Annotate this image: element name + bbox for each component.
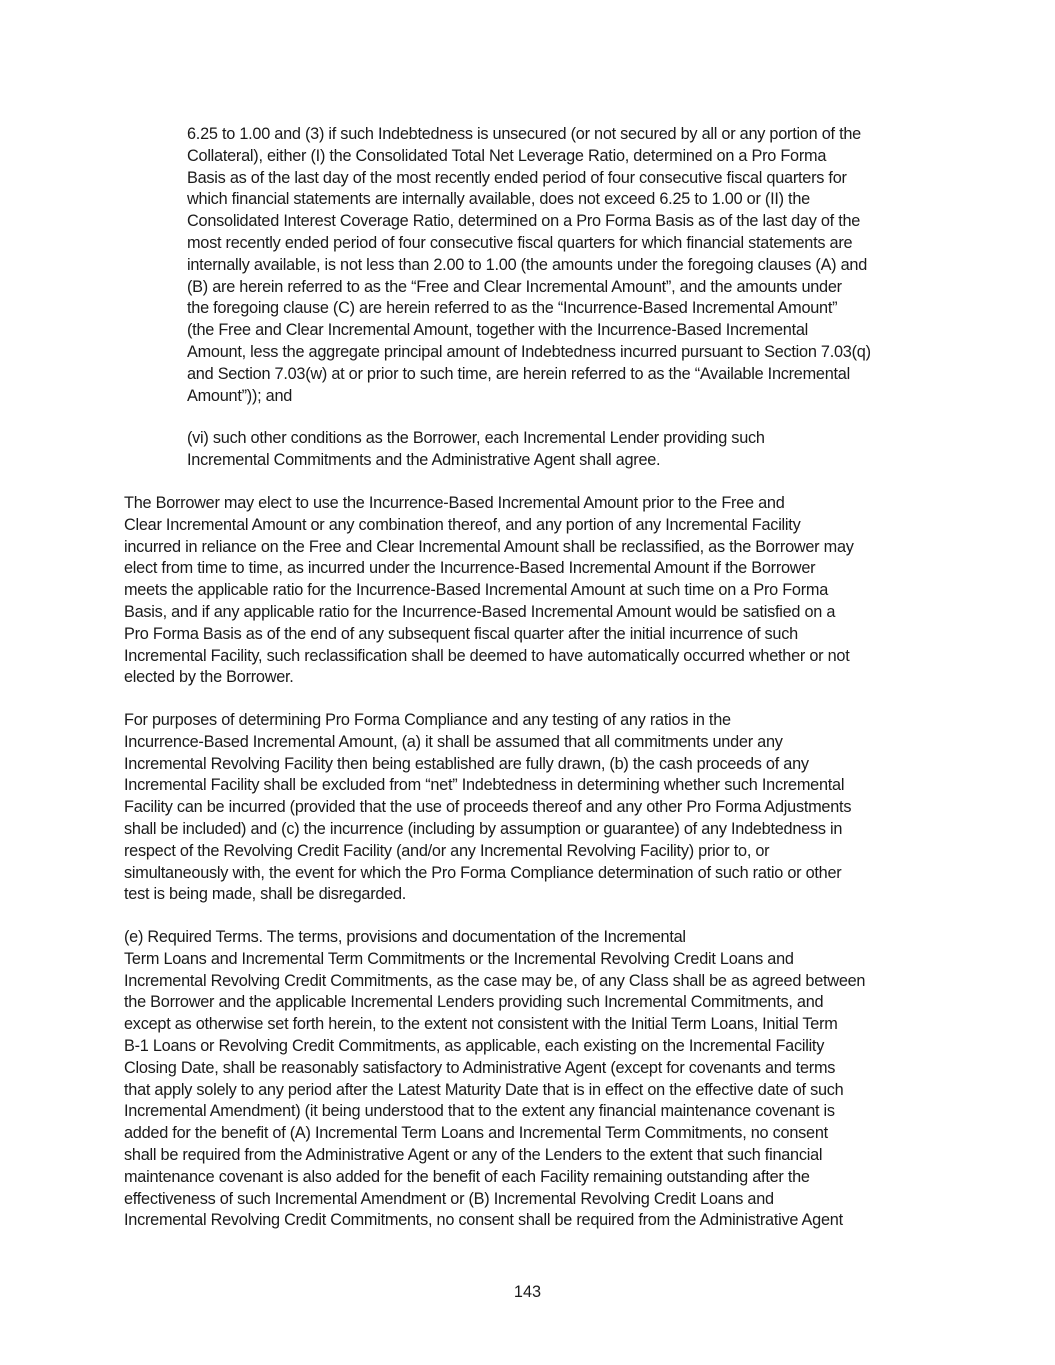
paragraph-incremental-amount-conditions: 6.25 to 1.00 and (3) if such Indebtedness is unsecured (or not secured by all or any portion of the Collateral), either (I) the Consolidated Total Net Leverage Ratio, determined on a Pro Forma Basis as of the last day of the most recently ended period of four consecutive fiscal quarters for which financial statements are internally available, does not exceed 6.25 to 1.00 or (II) the Consolidated Interest Coverage Ratio, determined on a Pro Forma Basis as of the last day of the most recently ended period of four consecutive fiscal quarters for which financial statements are internally available, is not less than 2.00 to 1.00 (the amounts under the foregoing clauses (A) and (B) are herein referred to as the “Free and Clear Incremental Amount”, and the amounts under the foregoing clause (C) are herein referred to as the “Incurrence-Based Incremental Amount” (the Free and Clear Incremental Amount, together with the Incurrence-Based Incremental Amount, less the aggregate principal amount of Indebtedness incurred pursuant to Section 7.03(q) and Section 7.03(w) at or prior to such time, are herein referred to as the “Available Incremental Amount”)); and — [187, 125, 871, 405]
paragraph-reclassification: The Borrower may elect to use the Incurrence-Based Incremental Amount prior to the Free and Clear Incremental Amount or any combination thereof, and any portion of any Incremental Facility incurred in reliance on the Free and Clear Incremental Amount shall be reclassified, as the Borrower may elect from time to time, as incurred under the Incurrence-Based Incremental Amount if the Borrower meets the applicable ratio for the Incurrence-Based Incremental Amount at such time on a Pro Forma Basis, and if any applicable ratio for the Incurrence-Based Incremental Amount would be satisfied on a Pro Forma Basis as of the end of any subsequent fiscal quarter after the initial incurrence of such Incremental Facility, such reclassification shall be deemed to have automatically occurred whether or not elected by the Borrower. — [124, 494, 854, 687]
paragraph-pro-forma-compliance: For purposes of determining Pro Forma Compliance and any testing of any ratios in the Incurrence-Based Incremental Amount, (a) it shall be assumed that all commitments under any Incremental Revolving Facility then being established are fully drawn, (b) the cash proceeds of any Incremental Facility shall be excluded from “net” Indebtedness in determining whether such Incremental Facility can be incurred (provided that the use of proceeds thereof and any other Pro Forma Adjustments shall be included) and (c) the incurrence (including by assumption or guarantee) of any Indebtedness in respect of the Revolving Credit Facility (and/or any Incremental Revolving Facility) prior to, or simultaneously with, the event for which the Pro Forma Compliance determination of such ratio or other test is being made, shall be disregarded. — [124, 711, 852, 904]
paragraph-required-terms: (e) Required Terms. The terms, provisions and documentation of the Incremental Term Loans and Incremental Term Commitments or the Incremental Revolving Credit Loans and Incremental Revolving Credit Commitments, as the case may be, of any Class shall be as agreed between the Borrower and the applicable Incremental Lenders providing such Incremental Commitments, and except as otherwise set forth herein, to the extent not consistent with the Initial Term Loans, Initial Term B-1 Loans or Revolving Credit Commitments, as applicable, each existing on the Incremental Facility Closing Date, shall be reasonably satisfactory to Administrative Agent (except for covenants and terms that apply solely to any period after the Latest Maturity Date that is in effect on the effective date of such Incremental Amendment) (it being understood that to the extent any financial maintenance covenant is added for the benefit of (A) Incremental Term Loans and Incremental Term Commitments, no consent shall be required from the Administrative Agent or any of the Lenders to the extent that such financial maintenance covenant is also added for the benefit of each Facility remaining outstanding after the effectiveness of such Incremental Amendment or (B) Incremental Revolving Credit Loans and Incremental Revolving Credit Commitments, no consent shall be required from the Administrative Agent — [124, 928, 866, 1230]
page-number: 143 — [513, 1283, 542, 1301]
paragraph-clause-vi: (vi) such other conditions as the Borrower, each Incremental Lender providing such Incremental Commitments and the Administrative Agent shall agree. — [187, 429, 765, 469]
